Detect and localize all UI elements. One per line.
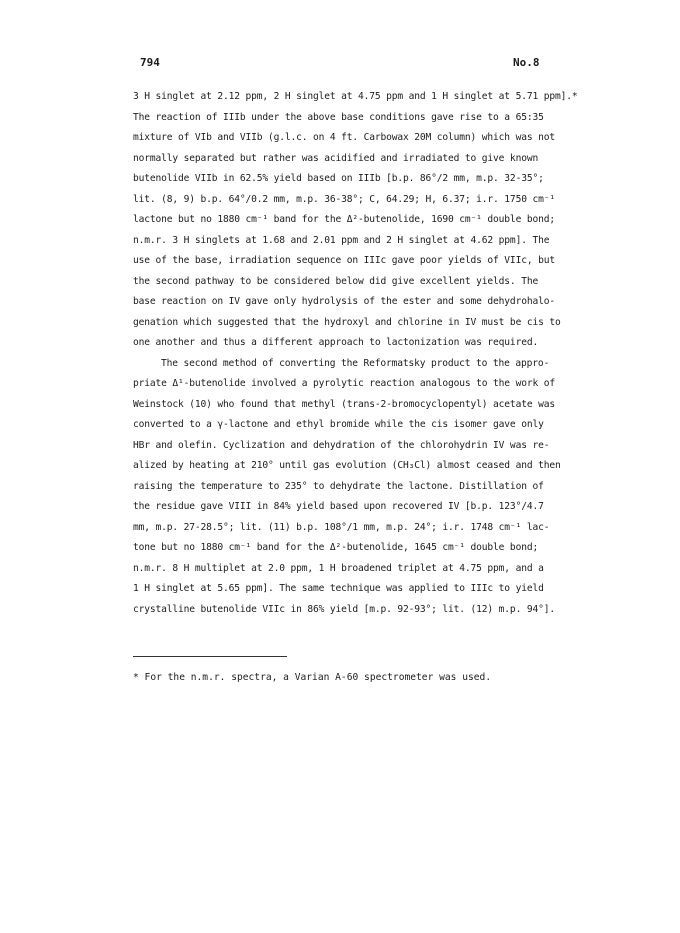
text-line: raising the temperature to 235° to dehydrate the lactone. Distillation of — [133, 480, 544, 492]
text-line: the second pathway to be considered below did give excellent yields. The — [133, 275, 539, 287]
text-line: alized by heating at 210° until gas evolution (CH₃Cl) almost ceased and then — [133, 460, 561, 471]
body-text — [133, 87, 578, 620]
text-line: mixture of VIb and VIIb (g.l.c. on 4 ft. Carbowax 20M column) which was not — [133, 132, 555, 143]
text-line: priate Δ¹-butenolide involved a pyrolytic reaction analogous to the work of — [133, 378, 555, 389]
text-line: lactone but no 1880 cm⁻¹ band for the Δ²-butenolide, 1690 cm⁻¹ double bond; — [133, 214, 555, 225]
text-line: lit. (8, 9) b.p. 64°/0.2 mm, m.p. 36-38°; C, 64.29; H, 6.37; i.r. 1750 cm⁻¹ — [133, 193, 555, 205]
paragraph-start-line: The second method of converting the Reformatsky product to the appro- — [161, 357, 550, 369]
text-line: Weinstock (10) who found that methyl (trans-2-bromocyclopentyl) acetate was — [133, 398, 555, 410]
footnote: * For the n.m.r. spectra, a Varian A-60 spectrometer was used. — [133, 672, 492, 683]
text-line: butenolide VIIb in 62.5% yield based on IIIb [b.p. 86°/2 mm, m.p. 32-35°; — [133, 173, 544, 184]
text-line: one another and thus a different approach to lactonization was required. — [133, 337, 539, 348]
text-line: converted to a γ-lactone and ethyl bromide while the cis isomer gave only — [133, 419, 544, 430]
text-line: normally separated but rather was acidified and irradiated to give known — [133, 152, 539, 164]
text-line: use of the base, irradiation sequence on IIIc gave poor yields of VIIc, but — [133, 255, 555, 266]
text-line: HBr and olefin. Cyclization and dehydration of the chlorohydrin IV was re- — [133, 439, 550, 451]
text-line: the residue gave VIII in 84% yield based upon recovered IV [b.p. 123°/4.7 — [133, 501, 544, 512]
text-line: The reaction of IIIb under the above base conditions gave rise to a 65:35 — [133, 111, 544, 123]
text-line: crystalline butenolide VIIc in 86% yield [m.p. 92-93°; lit. (12) m.p. 94°]. — [133, 603, 555, 615]
text-line: base reaction on IV gave only hydrolysis of the ester and some dehydrohalo- — [133, 296, 555, 307]
page-number: 794 — [140, 56, 160, 69]
footnote-separator — [133, 656, 287, 657]
text-line: mm, m.p. 27-28.5°; lit. (11) b.p. 108°/1 mm, m.p. 24°; i.r. 1748 cm⁻¹ lac- — [133, 521, 550, 533]
text-line: 3 H singlet at 2.12 ppm, 2 H singlet at 4.75 ppm and 1 H singlet at 5.71 ppm].* — [133, 91, 578, 102]
text-line: genation which suggested that the hydroxyl and chlorine in IV must be cis to — [133, 316, 561, 328]
journal-number: No.8 — [513, 56, 540, 69]
text-line: tone but no 1880 cm⁻¹ band for the Δ²-butenolide, 1645 cm⁻¹ double bond; — [133, 542, 539, 553]
text-line: n.m.r. 3 H singlets at 1.68 and 2.01 ppm and 2 H singlet at 4.62 ppm]. The — [133, 234, 550, 246]
text-line: n.m.r. 8 H multiplet at 2.0 ppm, 1 H broadened triplet at 4.75 ppm, and a — [133, 562, 544, 574]
text-line: 1 H singlet at 5.65 ppm]. The same technique was applied to IIIc to yield — [133, 583, 544, 594]
